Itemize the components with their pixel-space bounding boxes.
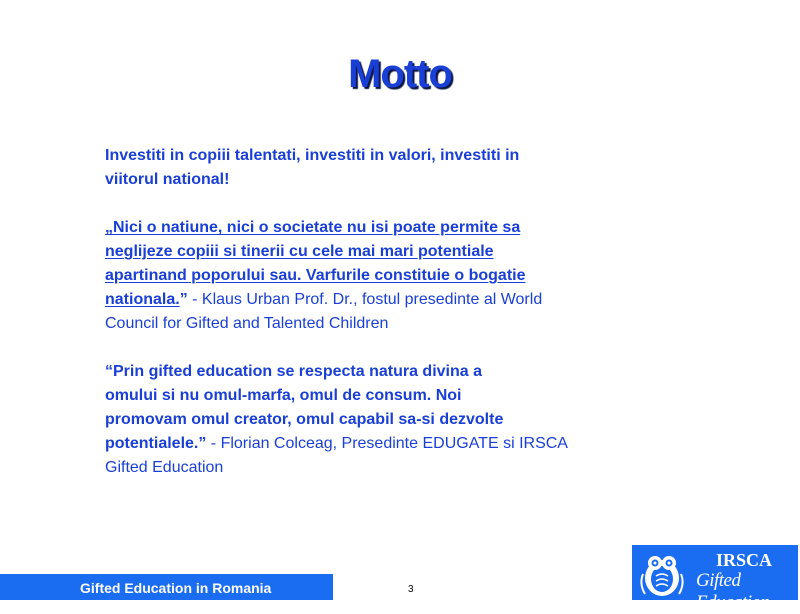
quote-2-line-3a: apartinand poporului sau. [105,267,306,284]
quote-3-line-1: “Prin gifted education se respecta natura divina a [105,363,482,380]
logo-tagline: Gifted Education [696,570,770,613]
motto-quote-2 [105,216,575,336]
quote-3-line-2: omului si nu omul-marfa, omul de consum. Noi [105,387,462,404]
motto-quote-1 [105,144,575,192]
motto-quote-1-line-1: Investiti in copiii talentati, investiti in valori, investiti in [105,147,520,164]
motto-body [105,144,575,480]
motto-quote-3 [105,360,575,480]
quote-2-close-quote: ” [179,291,188,308]
quote-2-attribution-a: - Klaus Urban Prof. Dr., fostul presedinte al World [187,291,543,308]
owl-icon [636,548,688,598]
page-number: 3 [408,584,414,595]
footer-label: Gifted Education in Romania [80,580,272,596]
quote-2-line-4: nationala. [105,291,180,308]
quote-2-attribution-b: Council for Gifted and Talented Children [105,315,389,332]
quote-3-line-4: potentialele.” [105,435,207,452]
quote-2-line-1: „Nici o natiune, nici o societate nu isi poate permite sa [105,219,521,236]
quote-2-line-3b: Varfurile constituie o bogatie [305,267,526,284]
logo-name: IRSCA [716,550,773,570]
quote-3-attribution-b: Gifted Education [105,459,224,476]
quote-3-attribution-a: - Florian Colceag, Presedinte EDUGATE si IRSCA [206,435,568,452]
slide-title: Motto [348,52,452,96]
quote-2-line-2: neglijeze copiii si tinerii cu cele mai mari potentiale [105,243,494,260]
quote-3-line-3: promovam omul creator, omul capabil sa-si dezvolte [105,411,504,428]
motto-quote-1-line-2: viitorul national! [105,171,230,188]
